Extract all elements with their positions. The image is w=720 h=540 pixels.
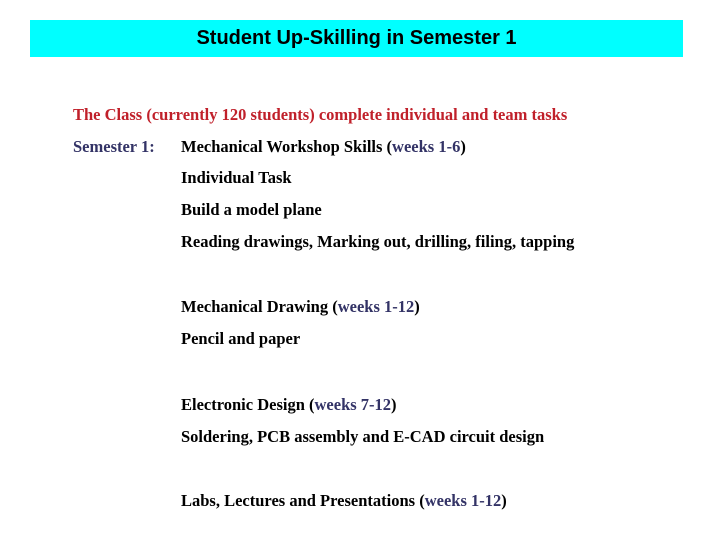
paren-open: (: [332, 297, 338, 316]
section-title: Labs, Lectures and Presentations: [181, 491, 416, 510]
section-detail: Reading drawings, Marking out, drilling, filing, tapping: [181, 232, 575, 251]
title-bar: [30, 20, 683, 57]
section-title: Electronic Design: [181, 395, 305, 414]
paren-close: ): [501, 491, 507, 510]
slide-title: Student Up-Skilling in Semester 1: [196, 27, 517, 49]
weeks-range: weeks 1-12: [424, 491, 502, 510]
section-heading-electronic: [181, 395, 397, 415]
section-title: Mechanical Workshop Skills: [181, 137, 383, 156]
intro-text: The Class (currently 120 students) complete individual and team tasks: [73, 105, 568, 124]
weeks-range: weeks 1-12: [337, 297, 415, 316]
semester-label: Semester 1:: [73, 137, 155, 156]
paren-close: ): [460, 137, 466, 156]
section-heading-drawing: [181, 297, 420, 317]
weeks-range: weeks 1-6: [392, 137, 461, 156]
paren-open: (: [309, 395, 315, 414]
paren-open: (: [386, 137, 393, 156]
section-title: Mechanical Drawing: [181, 297, 329, 316]
paren-open: (: [419, 491, 425, 510]
section-detail: Individual Task: [181, 168, 292, 187]
paren-close: ): [414, 297, 420, 316]
section-detail: Pencil and paper: [181, 329, 301, 348]
paren-close: ): [391, 395, 397, 414]
section-detail: Build a model plane: [181, 200, 322, 219]
weeks-range: weeks 7-12: [314, 395, 392, 414]
section-detail: Soldering, PCB assembly and E-CAD circuit design: [181, 427, 545, 446]
section-heading-labs: [181, 491, 507, 511]
section-heading-workshop: [181, 137, 466, 157]
